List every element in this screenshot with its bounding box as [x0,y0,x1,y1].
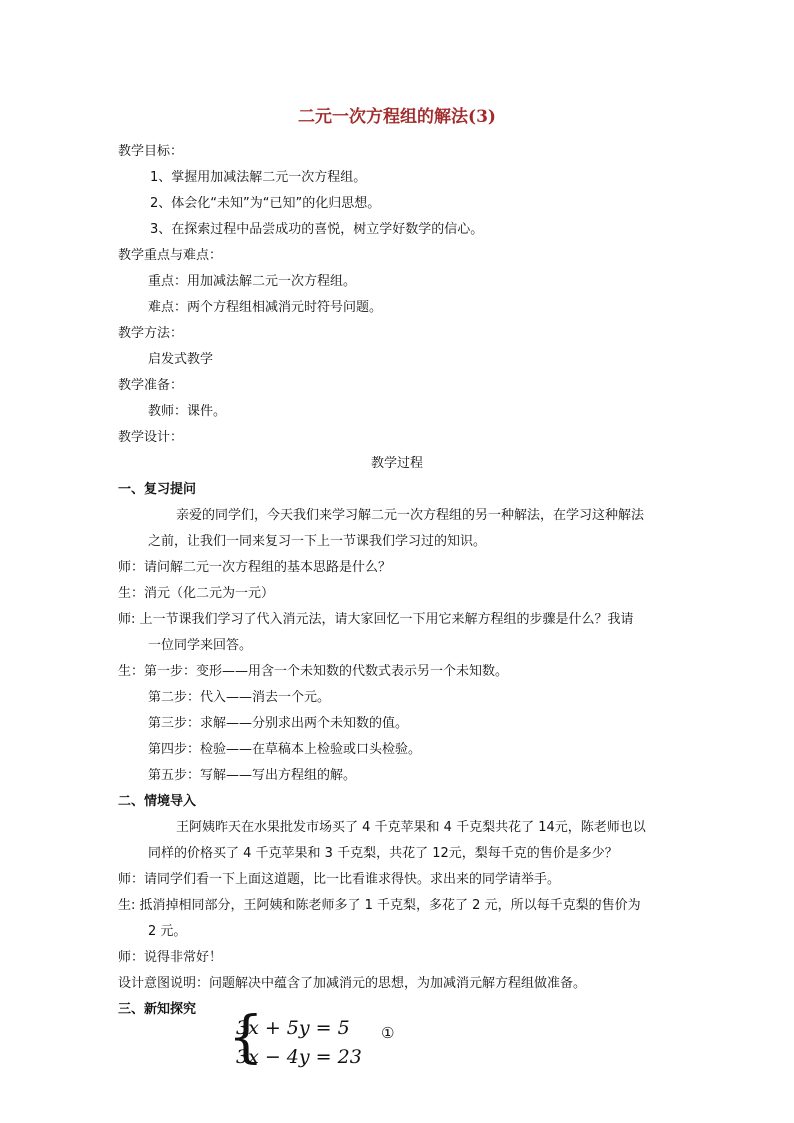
equation-brace: { [228,1005,264,1070]
teacher-question-1: 师：请问解二元一次方程组的基本思路是什么？ [118,560,392,575]
method-heading: 教学方法： [118,326,184,341]
goal-item-3: 3、在探索过程中品尝成功的喜悦，树立学好数学的信心。 [150,222,484,237]
equation-marker: ① [381,1024,395,1042]
goal-item-2: 2、体会化“未知”为“已知”的化归思想。 [150,196,381,211]
method-text: 启发式教学 [148,352,214,367]
section2-heading: 二、情境导入 [118,794,197,809]
problem-line1: 王阿姨昨天在水果批发市场买了 4 千克苹果和 4 千克梨共花了 14元，陈老师也以 [176,820,646,835]
problem-line2: 同样的价格买了 4 千克苹果和 3 千克梨，共花了 12元，梨每千克的售价是多少？ [148,846,618,861]
step-1: 生：第一步：变形——用含一个未知数的代数式表示另一个未知数。 [118,664,509,679]
design-heading: 教学设计： [118,430,184,445]
prep-text: 教师：课件。 [148,404,227,419]
difficult-point: 难点：两个方程组相减消元时符号问题。 [148,300,383,315]
teacher-praise: 师：说得非常好！ [118,950,223,965]
step-4: 第四步：检验——在草稿本上检验或口头检验。 [148,742,422,757]
student-reply-line2: 2 元。 [148,924,187,939]
step-5: 第五步：写解——写出方程组的解。 [148,768,357,783]
teacher-question-2-line2: 一位同学来回答。 [148,638,253,653]
page-title: 二元一次方程组的解法(3) [298,107,496,127]
student-answer-1: 生：消元（化二元为一元） [118,586,275,601]
equation-1: 3x + 5y = 5 [236,1017,350,1039]
section1-heading: 一、复习提问 [118,482,197,497]
goals-heading: 教学目标： [118,144,184,159]
equation-system [228,1005,388,1072]
goal-item-1: 1、掌握用加减法解二元一次方程组。 [150,170,367,185]
key-point: 重点：用加减法解二元一次方程组。 [148,274,357,289]
section1-intro-line1: 亲爱的同学们，今天我们来学习解二元一次方程组的另一种解法，在学习这种解法 [176,508,645,523]
teacher-prompt: 师：请同学们看一下上面这道题，比一比看谁求得快。求出来的同学请举手。 [118,872,561,887]
teacher-question-2-line1: 师: 上一节课我们学习了代入消元法，请大家回忆一下用它来解方程组的步骤是什么？我请 [118,612,634,627]
equation-2: 3x − 4y = 23 [236,1046,362,1068]
student-reply-line1: 生: 抵消掉相同部分，王阿姨和陈老师多了 1 千克梨，多花了 2 元，所以每千克梨的售价为 [118,898,641,913]
process-title: 教学过程 [370,456,423,471]
prep-heading: 教学准备： [118,378,184,393]
keypoints-heading: 教学重点与难点： [118,248,223,263]
step-2: 第二步：代入——消去一个元。 [148,690,331,705]
design-intent: 设计意图说明：问题解决中蕴含了加减消元的思想，为加减消元解方程组做准备。 [118,976,587,991]
section1-intro-line2: 之前，让我们一同来复习一下上一节课我们学习过的知识。 [148,534,487,549]
section3-heading: 三、新知探究 [118,1002,197,1017]
step-3: 第三步：求解——分别求出两个未知数的值。 [148,716,409,731]
